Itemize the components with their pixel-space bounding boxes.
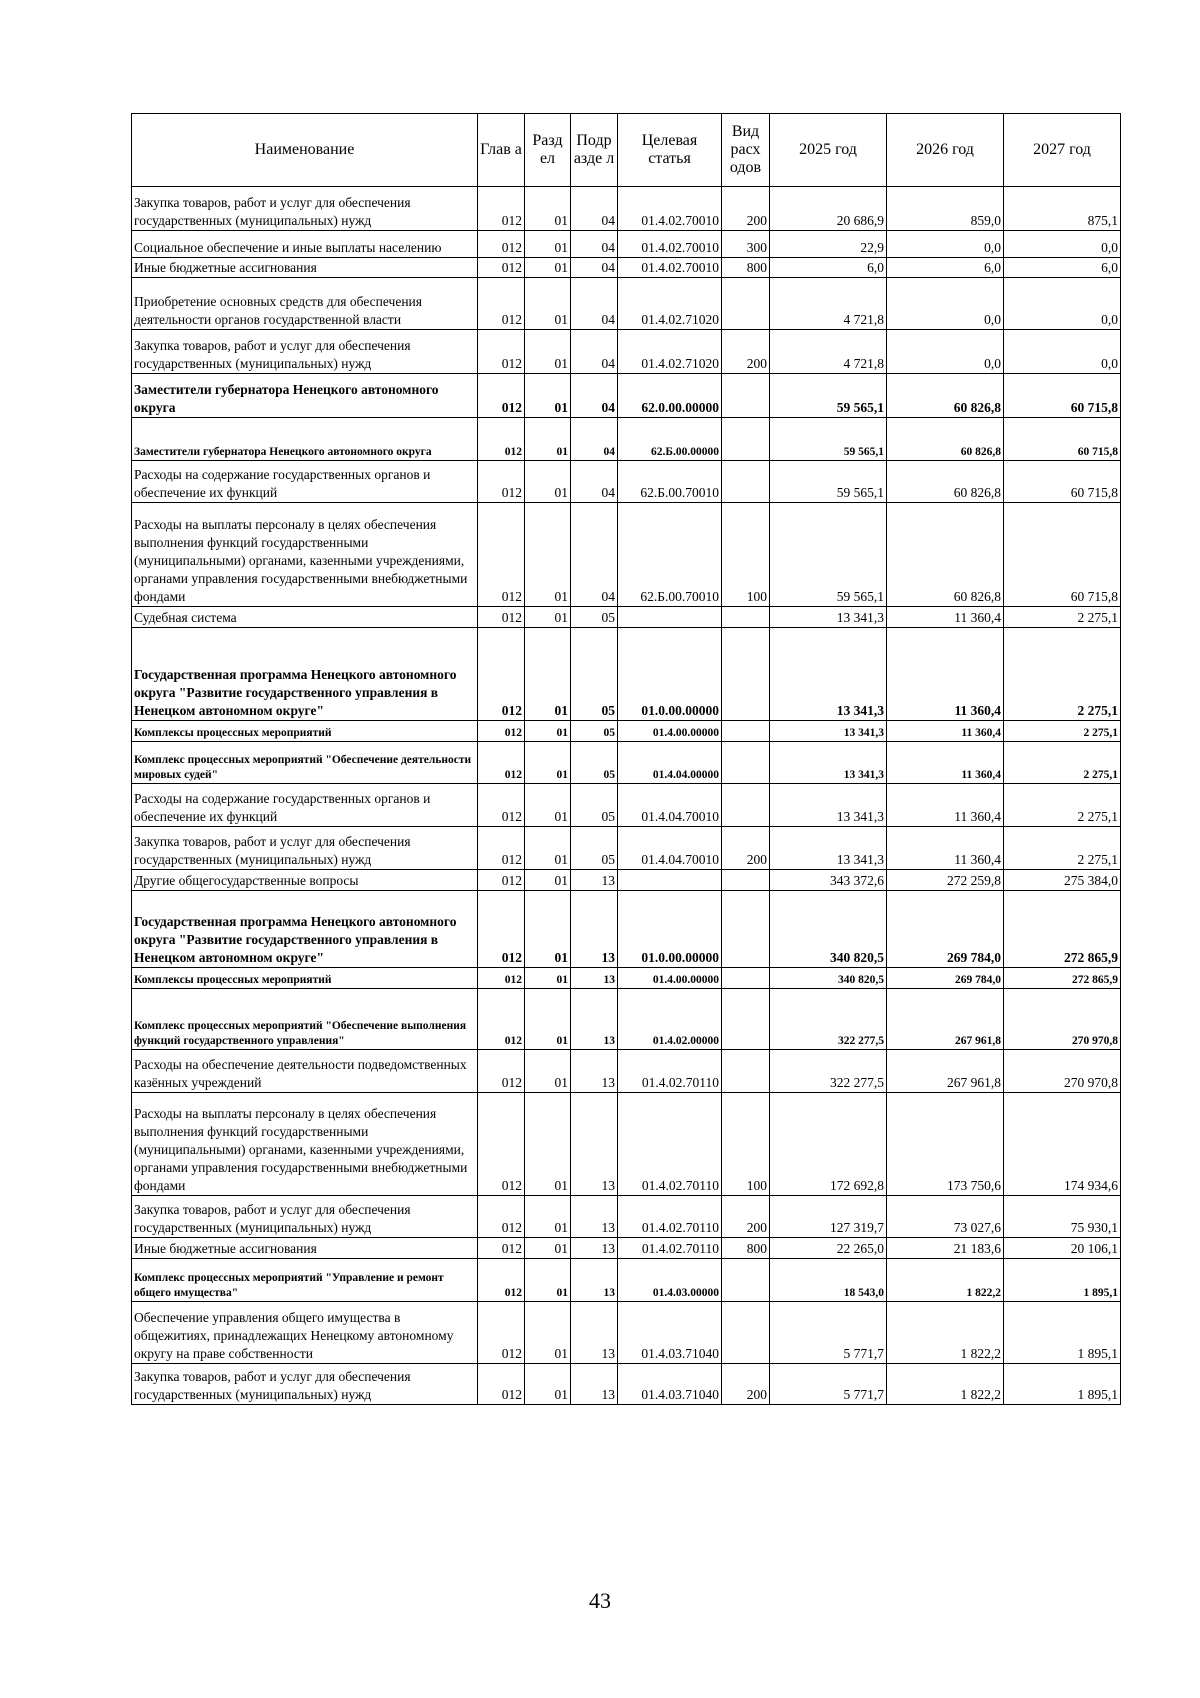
cell-podrazdel: 13	[571, 870, 618, 891]
cell-y2025: 59 565,1	[770, 418, 887, 461]
cell-podrazdel: 04	[571, 418, 618, 461]
cell-name: Комплекс процессных мероприятий "Управление и ремонт общего имущества"	[132, 1259, 478, 1302]
cell-celevaya: 01.4.02.70110	[618, 1093, 722, 1196]
cell-name: Расходы на обеспечение деятельности подведомственных казённых учреждений	[132, 1050, 478, 1093]
table-row	[132, 1238, 1121, 1259]
cell-y2025: 13 341,3	[770, 721, 887, 742]
cell-y2025: 59 565,1	[770, 461, 887, 503]
cell-glava: 012	[478, 784, 525, 827]
cell-celevaya: 01.4.03.71040	[618, 1364, 722, 1405]
cell-y2026: 11 360,4	[887, 784, 1004, 827]
cell-vid: 100	[722, 503, 770, 607]
cell-y2025: 5 771,7	[770, 1364, 887, 1405]
cell-y2027: 60 715,8	[1004, 503, 1121, 607]
cell-podrazdel: 13	[571, 1050, 618, 1093]
table-row	[132, 827, 1121, 870]
cell-razdel: 01	[525, 784, 571, 827]
cell-y2026: 60 826,8	[887, 374, 1004, 418]
table-row	[132, 187, 1121, 231]
cell-y2026: 60 826,8	[887, 418, 1004, 461]
cell-glava: 012	[478, 827, 525, 870]
cell-razdel: 01	[525, 968, 571, 989]
cell-y2025: 343 372,6	[770, 870, 887, 891]
col-header-glava: Глав а	[478, 114, 525, 187]
table-row	[132, 1302, 1121, 1364]
cell-vid: 200	[722, 827, 770, 870]
cell-vid	[722, 989, 770, 1050]
cell-vid: 800	[722, 1238, 770, 1259]
cell-glava: 012	[478, 968, 525, 989]
cell-celevaya: 01.0.00.00000	[618, 891, 722, 968]
cell-name: Закупка товаров, работ и услуг для обеспечения государственных (муниципальных) нужд	[132, 187, 478, 231]
table-row	[132, 1196, 1121, 1238]
cell-vid: 200	[722, 330, 770, 374]
cell-y2027: 20 106,1	[1004, 1238, 1121, 1259]
cell-name: Другие общегосударственные вопросы	[132, 870, 478, 891]
cell-celevaya: 01.4.02.70010	[618, 187, 722, 231]
cell-y2027: 0,0	[1004, 330, 1121, 374]
cell-razdel: 01	[525, 721, 571, 742]
cell-name: Комплексы процессных мероприятий	[132, 721, 478, 742]
cell-glava: 012	[478, 278, 525, 330]
cell-vid	[722, 784, 770, 827]
cell-celevaya	[618, 870, 722, 891]
cell-glava: 012	[478, 1238, 525, 1259]
cell-podrazdel: 05	[571, 742, 618, 784]
cell-razdel: 01	[525, 891, 571, 968]
cell-razdel: 01	[525, 503, 571, 607]
cell-y2026: 0,0	[887, 330, 1004, 374]
cell-glava: 012	[478, 503, 525, 607]
table-body	[132, 187, 1121, 1405]
cell-celevaya: 62.Б.00.00000	[618, 418, 722, 461]
table-row	[132, 628, 1121, 721]
cell-razdel: 01	[525, 628, 571, 721]
cell-vid	[722, 721, 770, 742]
cell-celevaya: 62.Б.00.70010	[618, 461, 722, 503]
cell-glava: 012	[478, 418, 525, 461]
cell-name: Закупка товаров, работ и услуг для обеспечения государственных (муниципальных) нужд	[132, 330, 478, 374]
cell-podrazdel: 13	[571, 1093, 618, 1196]
cell-razdel: 01	[525, 1238, 571, 1259]
cell-y2026: 859,0	[887, 187, 1004, 231]
table-row	[132, 1050, 1121, 1093]
cell-y2025: 22,9	[770, 231, 887, 258]
table-row	[132, 418, 1121, 461]
cell-y2025: 5 771,7	[770, 1302, 887, 1364]
col-header-name: Наименование	[132, 114, 478, 187]
cell-name: Закупка товаров, работ и услуг для обеспечения государственных (муниципальных) нужд	[132, 1364, 478, 1405]
cell-name: Комплекс процессных мероприятий "Обеспечение деятельности мировых судей"	[132, 742, 478, 784]
cell-name: Государственная программа Ненецкого автономного округа "Развитие государственного управления в Ненецком автономном округе"	[132, 628, 478, 721]
cell-y2025: 340 820,5	[770, 891, 887, 968]
cell-celevaya: 01.4.03.00000	[618, 1259, 722, 1302]
table-row	[132, 258, 1121, 278]
cell-celevaya: 01.4.02.00000	[618, 989, 722, 1050]
col-header-vid: Вид расх одов	[722, 114, 770, 187]
cell-celevaya: 01.4.02.71020	[618, 330, 722, 374]
cell-razdel: 01	[525, 330, 571, 374]
cell-y2026: 21 183,6	[887, 1238, 1004, 1259]
cell-razdel: 01	[525, 742, 571, 784]
cell-y2027: 270 970,8	[1004, 1050, 1121, 1093]
cell-vid: 300	[722, 231, 770, 258]
cell-y2027: 174 934,6	[1004, 1093, 1121, 1196]
cell-y2026: 11 360,4	[887, 628, 1004, 721]
cell-name: Иные бюджетные ассигнования	[132, 1238, 478, 1259]
cell-razdel: 01	[525, 1302, 571, 1364]
cell-vid	[722, 607, 770, 628]
cell-celevaya: 01.4.02.70110	[618, 1196, 722, 1238]
cell-vid	[722, 1302, 770, 1364]
cell-vid	[722, 278, 770, 330]
cell-y2026: 267 961,8	[887, 1050, 1004, 1093]
cell-glava: 012	[478, 231, 525, 258]
page-number: 43	[589, 1588, 611, 1613]
cell-vid: 200	[722, 1196, 770, 1238]
cell-vid: 100	[722, 1093, 770, 1196]
cell-y2027: 270 970,8	[1004, 989, 1121, 1050]
cell-podrazdel: 04	[571, 187, 618, 231]
cell-y2027: 2 275,1	[1004, 721, 1121, 742]
cell-name: Обеспечение управления общего имущества в общежитиях, принадлежащих Ненецкому автономному округу на праве собственности	[132, 1302, 478, 1364]
cell-y2025: 4 721,8	[770, 278, 887, 330]
table-row	[132, 607, 1121, 628]
cell-y2025: 22 265,0	[770, 1238, 887, 1259]
cell-y2025: 13 341,3	[770, 742, 887, 784]
cell-y2025: 18 543,0	[770, 1259, 887, 1302]
cell-razdel: 01	[525, 1093, 571, 1196]
cell-vid	[722, 418, 770, 461]
cell-y2025: 13 341,3	[770, 827, 887, 870]
cell-y2027: 60 715,8	[1004, 418, 1121, 461]
table-row	[132, 461, 1121, 503]
cell-y2026: 269 784,0	[887, 968, 1004, 989]
cell-y2025: 340 820,5	[770, 968, 887, 989]
cell-vid	[722, 1259, 770, 1302]
cell-podrazdel: 13	[571, 1364, 618, 1405]
cell-razdel: 01	[525, 827, 571, 870]
cell-vid	[722, 742, 770, 784]
cell-celevaya	[618, 607, 722, 628]
cell-podrazdel: 13	[571, 891, 618, 968]
cell-podrazdel: 04	[571, 278, 618, 330]
cell-y2025: 6,0	[770, 258, 887, 278]
cell-vid: 800	[722, 258, 770, 278]
cell-y2026: 267 961,8	[887, 989, 1004, 1050]
table-row	[132, 374, 1121, 418]
cell-vid	[722, 374, 770, 418]
cell-podrazdel: 04	[571, 231, 618, 258]
cell-podrazdel: 04	[571, 258, 618, 278]
cell-razdel: 01	[525, 1050, 571, 1093]
cell-glava: 012	[478, 742, 525, 784]
cell-celevaya: 01.4.02.71020	[618, 278, 722, 330]
col-header-2025: 2025 год	[770, 114, 887, 187]
cell-glava: 012	[478, 989, 525, 1050]
cell-razdel: 01	[525, 1196, 571, 1238]
cell-razdel: 01	[525, 461, 571, 503]
cell-glava: 012	[478, 1364, 525, 1405]
cell-podrazdel: 13	[571, 1196, 618, 1238]
cell-podrazdel: 05	[571, 607, 618, 628]
cell-y2026: 60 826,8	[887, 461, 1004, 503]
cell-y2027: 2 275,1	[1004, 628, 1121, 721]
col-header-razdel: Разд ел	[525, 114, 571, 187]
cell-name: Заместители губернатора Ненецкого автономного округа	[132, 374, 478, 418]
cell-y2025: 13 341,3	[770, 628, 887, 721]
cell-vid	[722, 891, 770, 968]
table-row	[132, 968, 1121, 989]
cell-name: Заместители губернатора Ненецкого автономного округа	[132, 418, 478, 461]
table-row	[132, 1364, 1121, 1405]
cell-name: Социальное обеспечение и иные выплаты населению	[132, 231, 478, 258]
cell-vid	[722, 870, 770, 891]
cell-y2025: 59 565,1	[770, 374, 887, 418]
table-row	[132, 742, 1121, 784]
cell-razdel: 01	[525, 1259, 571, 1302]
table-row	[132, 231, 1121, 258]
cell-glava: 012	[478, 870, 525, 891]
cell-podrazdel: 04	[571, 503, 618, 607]
cell-vid: 200	[722, 1364, 770, 1405]
cell-razdel: 01	[525, 1364, 571, 1405]
cell-glava: 012	[478, 374, 525, 418]
cell-glava: 012	[478, 1259, 525, 1302]
cell-podrazdel: 04	[571, 374, 618, 418]
cell-razdel: 01	[525, 258, 571, 278]
cell-glava: 012	[478, 1302, 525, 1364]
cell-y2027: 6,0	[1004, 258, 1121, 278]
cell-name: Судебная система	[132, 607, 478, 628]
cell-celevaya: 01.4.04.00000	[618, 742, 722, 784]
cell-glava: 012	[478, 721, 525, 742]
cell-y2027: 272 865,9	[1004, 968, 1121, 989]
table-row	[132, 989, 1121, 1050]
cell-y2025: 322 277,5	[770, 1050, 887, 1093]
cell-name: Расходы на содержание государственных органов и обеспечение их функций	[132, 461, 478, 503]
table-row	[132, 1093, 1121, 1196]
cell-y2027: 0,0	[1004, 231, 1121, 258]
cell-vid: 200	[722, 187, 770, 231]
table-row	[132, 870, 1121, 891]
cell-glava: 012	[478, 628, 525, 721]
cell-podrazdel: 13	[571, 1259, 618, 1302]
table-row	[132, 891, 1121, 968]
cell-y2025: 59 565,1	[770, 503, 887, 607]
cell-glava: 012	[478, 1196, 525, 1238]
cell-celevaya: 01.4.00.00000	[618, 968, 722, 989]
cell-y2027: 272 865,9	[1004, 891, 1121, 968]
cell-y2026: 272 259,8	[887, 870, 1004, 891]
cell-y2025: 4 721,8	[770, 330, 887, 374]
cell-y2027: 2 275,1	[1004, 827, 1121, 870]
cell-y2025: 127 319,7	[770, 1196, 887, 1238]
cell-name: Комплекс процессных мероприятий "Обеспечение выполнения функций государственного управления"	[132, 989, 478, 1050]
cell-y2026: 0,0	[887, 278, 1004, 330]
cell-name: Иные бюджетные ассигнования	[132, 258, 478, 278]
cell-celevaya: 01.0.00.00000	[618, 628, 722, 721]
table-row	[132, 503, 1121, 607]
cell-name: Закупка товаров, работ и услуг для обеспечения государственных (муниципальных) нужд	[132, 827, 478, 870]
cell-podrazdel: 13	[571, 968, 618, 989]
cell-razdel: 01	[525, 278, 571, 330]
col-header-2027: 2027 год	[1004, 114, 1121, 187]
cell-name: Закупка товаров, работ и услуг для обеспечения государственных (муниципальных) нужд	[132, 1196, 478, 1238]
cell-y2027: 1 895,1	[1004, 1302, 1121, 1364]
cell-y2025: 13 341,3	[770, 607, 887, 628]
cell-glava: 012	[478, 1093, 525, 1196]
cell-glava: 012	[478, 891, 525, 968]
cell-celevaya: 01.4.04.70010	[618, 827, 722, 870]
cell-podrazdel: 13	[571, 989, 618, 1050]
cell-celevaya: 01.4.02.70110	[618, 1050, 722, 1093]
cell-y2025: 13 341,3	[770, 784, 887, 827]
cell-y2025: 322 277,5	[770, 989, 887, 1050]
col-header-celevaya: Целевая статья	[618, 114, 722, 187]
table-row	[132, 721, 1121, 742]
cell-name: Приобретение основных средств для обеспечения деятельности органов государственной власти	[132, 278, 478, 330]
cell-y2027: 1 895,1	[1004, 1364, 1121, 1405]
cell-y2026: 1 822,2	[887, 1364, 1004, 1405]
cell-y2027: 1 895,1	[1004, 1259, 1121, 1302]
table-row	[132, 784, 1121, 827]
cell-y2027: 875,1	[1004, 187, 1121, 231]
cell-name: Расходы на выплаты персоналу в целях обеспечения выполнения функций государственными (муниципальными) органами, казенными учреждениями, органами управления государственными внебюджетными фондами	[132, 503, 478, 607]
cell-celevaya: 01.4.04.70010	[618, 784, 722, 827]
cell-y2027: 60 715,8	[1004, 374, 1121, 418]
cell-podrazdel: 13	[571, 1238, 618, 1259]
cell-y2026: 73 027,6	[887, 1196, 1004, 1238]
cell-y2027: 0,0	[1004, 278, 1121, 330]
cell-glava: 012	[478, 1050, 525, 1093]
cell-celevaya: 62.0.00.00000	[618, 374, 722, 418]
cell-vid	[722, 968, 770, 989]
cell-celevaya: 01.4.00.00000	[618, 721, 722, 742]
cell-podrazdel: 13	[571, 1302, 618, 1364]
cell-y2026: 269 784,0	[887, 891, 1004, 968]
cell-vid	[722, 628, 770, 721]
cell-y2026: 173 750,6	[887, 1093, 1004, 1196]
cell-razdel: 01	[525, 231, 571, 258]
cell-y2026: 0,0	[887, 231, 1004, 258]
cell-vid	[722, 1050, 770, 1093]
cell-vid	[722, 461, 770, 503]
cell-razdel: 01	[525, 187, 571, 231]
cell-podrazdel: 04	[571, 330, 618, 374]
cell-y2027: 275 384,0	[1004, 870, 1121, 891]
header-row	[132, 114, 1121, 187]
cell-celevaya: 62.Б.00.70010	[618, 503, 722, 607]
cell-podrazdel: 04	[571, 461, 618, 503]
cell-glava: 012	[478, 607, 525, 628]
table-row	[132, 278, 1121, 330]
cell-glava: 012	[478, 330, 525, 374]
cell-razdel: 01	[525, 870, 571, 891]
cell-celevaya: 01.4.03.71040	[618, 1302, 722, 1364]
col-header-2026: 2026 год	[887, 114, 1004, 187]
cell-podrazdel: 05	[571, 827, 618, 870]
table-row	[132, 1259, 1121, 1302]
cell-y2026: 11 360,4	[887, 721, 1004, 742]
cell-name: Расходы на содержание государственных органов и обеспечение их функций	[132, 784, 478, 827]
cell-y2027: 2 275,1	[1004, 742, 1121, 784]
cell-name: Комплексы процессных мероприятий	[132, 968, 478, 989]
cell-y2027: 75 930,1	[1004, 1196, 1121, 1238]
cell-y2026: 1 822,2	[887, 1302, 1004, 1364]
cell-y2026: 6,0	[887, 258, 1004, 278]
cell-y2026: 11 360,4	[887, 607, 1004, 628]
cell-podrazdel: 05	[571, 628, 618, 721]
cell-razdel: 01	[525, 989, 571, 1050]
cell-razdel: 01	[525, 607, 571, 628]
cell-y2027: 60 715,8	[1004, 461, 1121, 503]
cell-y2025: 172 692,8	[770, 1093, 887, 1196]
cell-podrazdel: 05	[571, 721, 618, 742]
cell-razdel: 01	[525, 374, 571, 418]
cell-y2026: 1 822,2	[887, 1259, 1004, 1302]
cell-name: Государственная программа Ненецкого автономного округа "Развитие государственного управления в Ненецком автономном округе"	[132, 891, 478, 968]
cell-glava: 012	[478, 187, 525, 231]
cell-celevaya: 01.4.02.70010	[618, 258, 722, 278]
cell-celevaya: 01.4.02.70110	[618, 1238, 722, 1259]
cell-glava: 012	[478, 461, 525, 503]
cell-celevaya: 01.4.02.70010	[618, 231, 722, 258]
cell-podrazdel: 05	[571, 784, 618, 827]
cell-glava: 012	[478, 258, 525, 278]
cell-y2027: 2 275,1	[1004, 607, 1121, 628]
cell-y2026: 11 360,4	[887, 742, 1004, 784]
col-header-podrazdel: Подр азде л	[571, 114, 618, 187]
cell-y2025: 20 686,9	[770, 187, 887, 231]
cell-y2026: 11 360,4	[887, 827, 1004, 870]
cell-y2026: 60 826,8	[887, 503, 1004, 607]
budget-table	[131, 113, 1121, 1405]
cell-name: Расходы на выплаты персоналу в целях обеспечения выполнения функций государственными (муниципальными) органами, казенными учреждениями, органами управления государственными внебюджетными фондами	[132, 1093, 478, 1196]
cell-razdel: 01	[525, 418, 571, 461]
table-row	[132, 330, 1121, 374]
cell-y2027: 2 275,1	[1004, 784, 1121, 827]
